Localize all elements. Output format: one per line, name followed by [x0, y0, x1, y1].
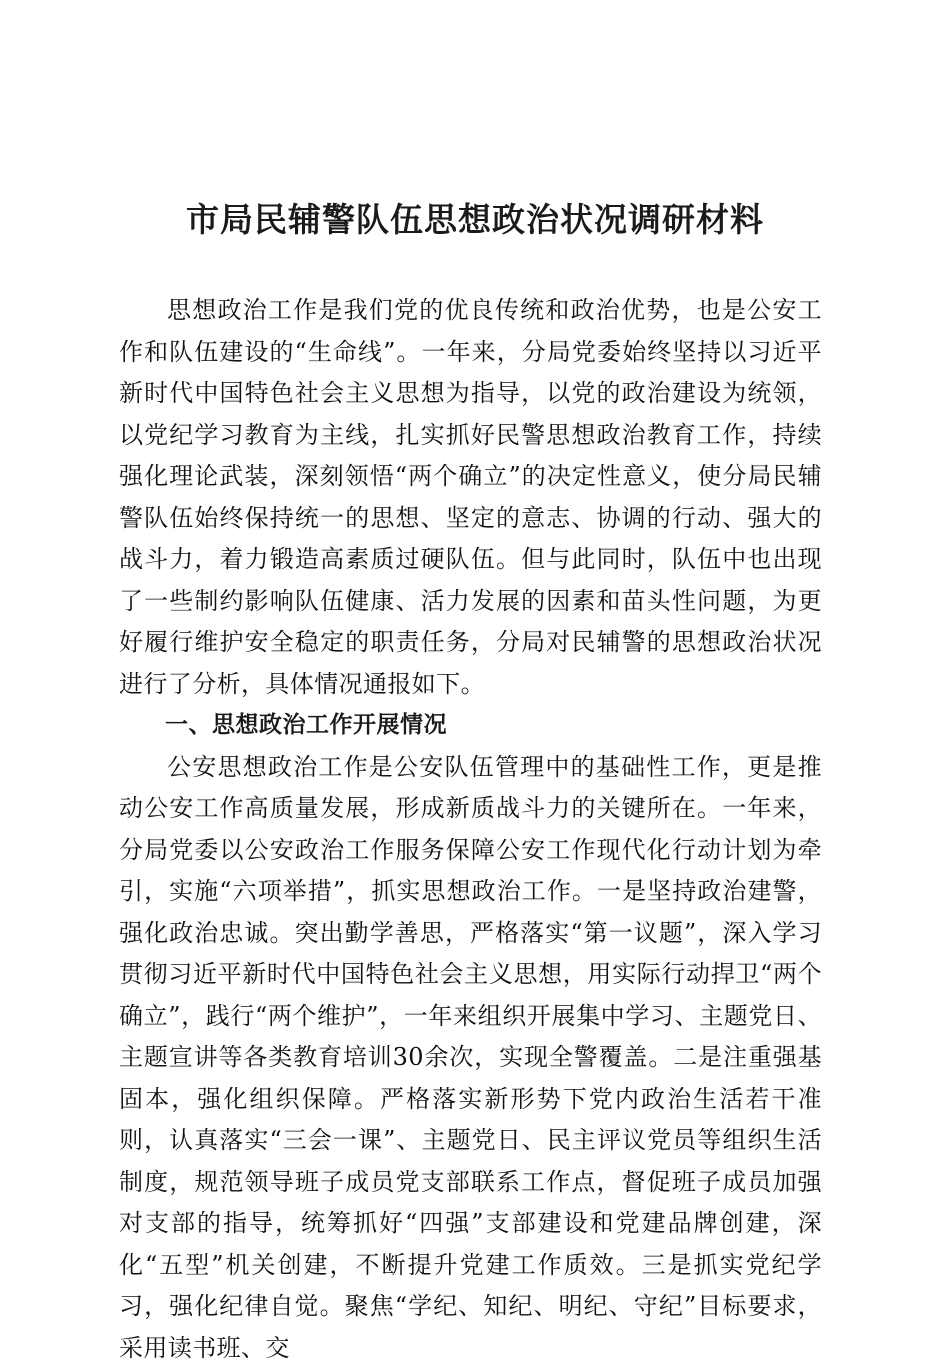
- document-title: 市局民辅警队伍思想政治状况调研材料: [0, 196, 950, 244]
- intro-paragraph: 思想政治工作是我们党的优良传统和政治优势，也是公安工作和队伍建设的“生命线”。一年来，分局党委始终坚持以习近平新时代中国特色社会主义思想为指导，以党的政治建设为统领，以党纪学习教育为主线，扎实抓好民警思想政治教育工作，持续强化理论武装，深刻领悟“两个确立”的决定性意义，使分局民辅警队伍始终保持统一的思想、坚定的意志、协调的行动、强大的战斗力，着力锻造高素质过硬队伍。但与此同时，队伍中也出现了一些制约影响队伍健康、活力发展的因素和苗头性问题，为更好履行维护安全稳定的职责任务，分局对民辅警的思想政治状况进行了分析，具体情况通报如下。: [119, 290, 822, 705]
- section-paragraph: 公安思想政治工作是公安队伍管理中的基础性工作，更是推动公安工作高质量发展，形成新质战斗力的关键所在。一年来，分局党委以公安政治工作服务保障公安工作现代化行动计划为牵引，实施“六项举措”，抓实思想政治工作。一是坚持政治建警，强化政治忠诚。突出勤学善思，严格落实“第一议题”，深入学习贯彻习近平新时代中国特色社会主义思想，用实际行动捍卫“两个确立”，践行“两个维护”，一年来组织开展集中学习、主题党日、主题宣讲等各类教育培训30余次，实现全警覆盖。二是注重强基固本，强化组织保障。严格落实新形势下党内政治生活若干准则，认真落实“三会一课”、主题党日、民主评议党员等组织生活制度，规范领导班子成员党支部联系工作点，督促班子成员加强对支部的指导，统筹抓好“四强”支部建设和党建品牌创建，深化“五型”机关创建，不断提升党建工作质效。三是抓实党纪学习，强化纪律自觉。聚焦“学纪、知纪、明纪、守纪”目标要求，采用读书班、交: [119, 747, 822, 1369]
- section-heading: 一、思想政治工作开展情况: [119, 705, 822, 747]
- document-body: [119, 290, 822, 1369]
